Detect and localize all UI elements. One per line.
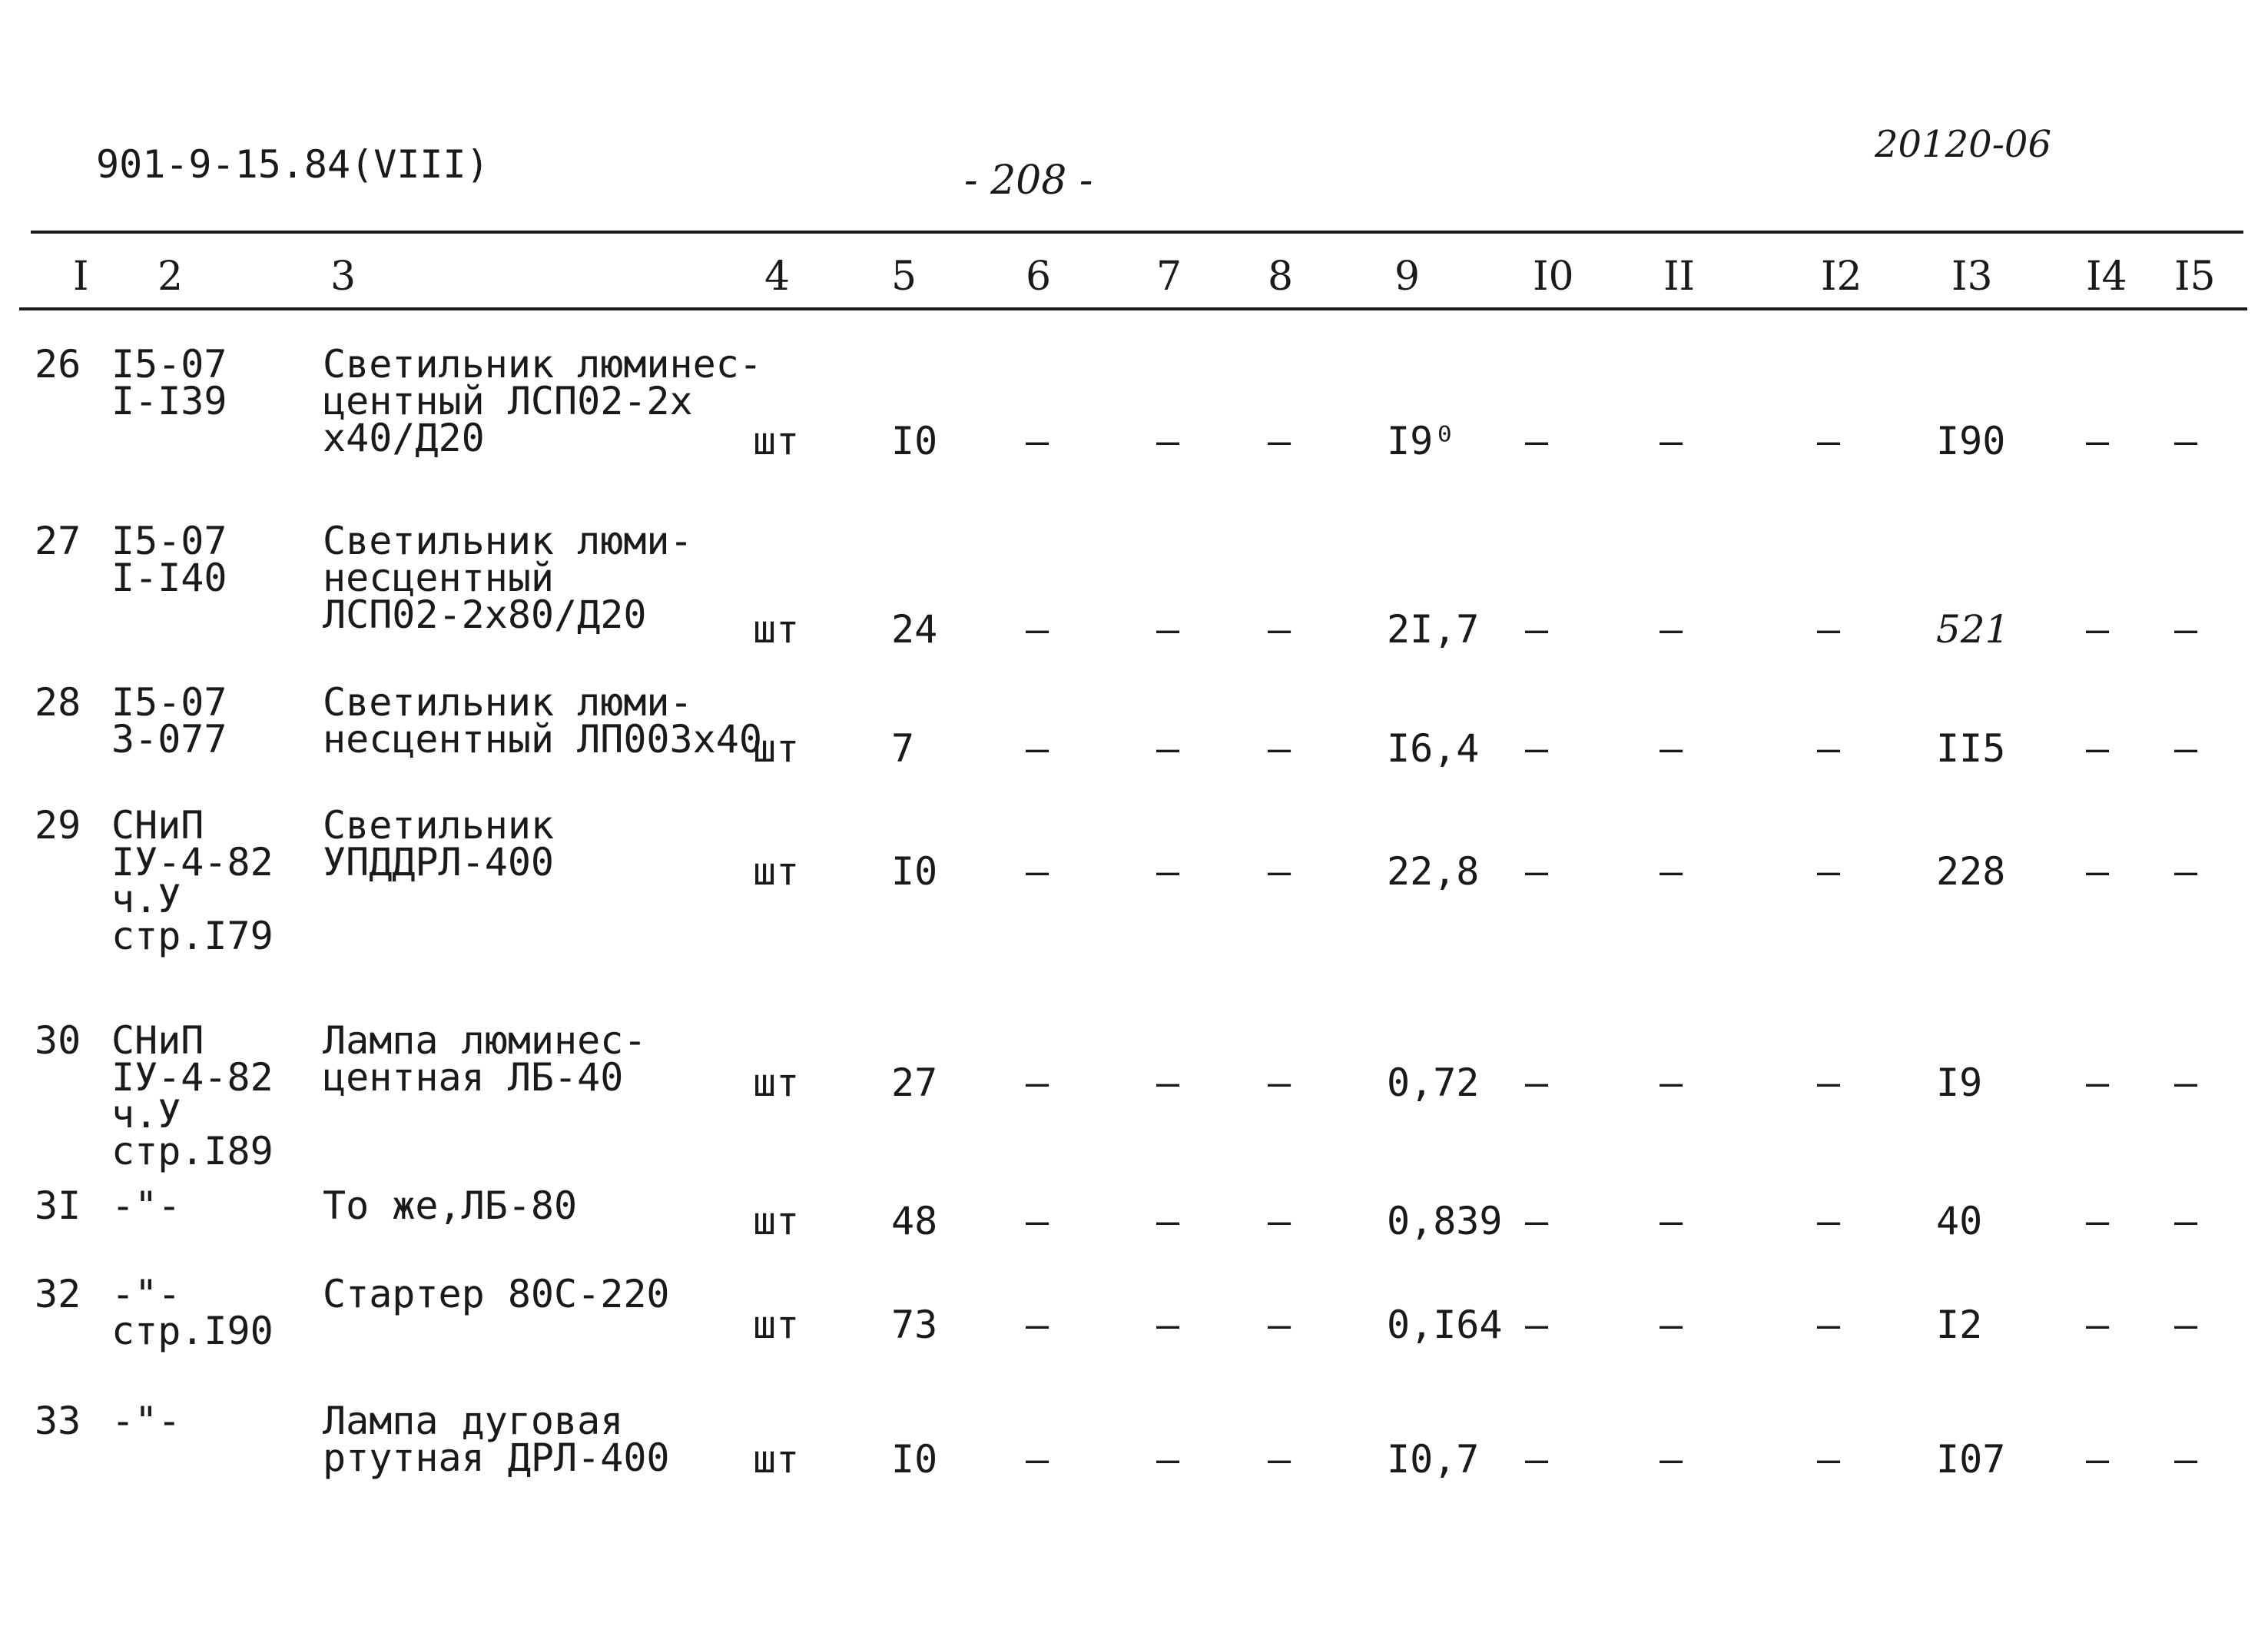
cell-c12: – — [1817, 607, 1841, 652]
cell-c11: – — [1660, 849, 1683, 894]
cell-c14: – — [2086, 1437, 2110, 1482]
cell-c13: 228 — [1936, 849, 2006, 894]
cell-c15: – — [2174, 1303, 2198, 1347]
cell-c9: 2I,7 — [1387, 607, 1480, 652]
column-header: I — [73, 254, 89, 300]
column-header: 6 — [1026, 254, 1052, 300]
cell-ref: I5-07 I-I39 — [111, 342, 227, 423]
cell-c7: – — [1156, 849, 1180, 894]
cell-c14: – — [2086, 849, 2110, 894]
cell-c13: I90 — [1936, 419, 2006, 463]
cell-c6: – — [1026, 726, 1049, 771]
cell-c7: – — [1156, 1199, 1180, 1243]
cell-c9: 0,839 — [1387, 1199, 1503, 1243]
cell-c13: 521 — [1936, 607, 2010, 652]
cell-c6: – — [1026, 1060, 1049, 1105]
table-top-rule — [31, 231, 2243, 234]
cell-qty: 48 — [891, 1199, 938, 1243]
cell-c9: 0,72 — [1387, 1060, 1480, 1105]
cell-c9: 0,I64 — [1387, 1303, 1503, 1347]
cell-c12: – — [1817, 1303, 1841, 1347]
cell-qty: 7 — [891, 726, 915, 771]
column-header: 5 — [891, 254, 917, 300]
cell-c10: – — [1525, 1060, 1549, 1105]
cell-name: Светильник люми- несцентный ЛП003х40 — [323, 680, 762, 762]
column-header: 2 — [158, 254, 184, 300]
cell-c10: – — [1525, 1303, 1549, 1347]
cell-c15: – — [2174, 607, 2198, 652]
cell-unit: шт — [753, 1060, 800, 1105]
column-header: I4 — [2086, 254, 2127, 300]
cell-c6: – — [1026, 419, 1049, 463]
cell-c13: I9 — [1936, 1060, 1983, 1105]
cell-c9: I0,7 — [1387, 1437, 1480, 1482]
cell-c10: – — [1525, 726, 1549, 771]
cell-unit: шт — [753, 419, 800, 463]
cell-c6: – — [1026, 1303, 1049, 1347]
column-header: 8 — [1268, 254, 1294, 300]
cell-c7: – — [1156, 726, 1180, 771]
cell-c7: – — [1156, 607, 1180, 652]
column-header: II — [1663, 254, 1696, 300]
cell-c6: – — [1026, 607, 1049, 652]
column-header: I2 — [1821, 254, 1862, 300]
cell-qty: I0 — [891, 849, 938, 894]
cell-num: 29 — [35, 803, 81, 848]
cell-c11: – — [1660, 1060, 1683, 1105]
cell-unit: шт — [753, 1199, 800, 1243]
cell-c12: – — [1817, 849, 1841, 894]
cell-c8: – — [1268, 1303, 1292, 1347]
page-number: - 208 - — [964, 158, 1093, 204]
document-code: 901-9-15.84(VIII) — [96, 142, 489, 187]
cell-c8: – — [1268, 419, 1292, 463]
cell-ref: -"- — [111, 1183, 181, 1228]
cell-num: 32 — [35, 1272, 81, 1316]
cell-name: Стартер 80С-220 — [323, 1272, 670, 1316]
cell-c13: I07 — [1936, 1437, 2006, 1482]
cell-c15: – — [2174, 1199, 2198, 1243]
cell-name: Светильник УПДДРЛ-400 — [323, 803, 555, 885]
cell-c6: – — [1026, 1199, 1049, 1243]
cell-name: Лампа люминес- центная ЛБ-40 — [323, 1018, 647, 1100]
cell-qty: I0 — [891, 419, 938, 463]
cell-c14: – — [2086, 1303, 2110, 1347]
cell-c6: – — [1026, 1437, 1049, 1482]
cell-c14: – — [2086, 607, 2110, 652]
cell-c8: – — [1268, 607, 1292, 652]
cell-c13: I2 — [1936, 1303, 1983, 1347]
cell-qty: 27 — [891, 1060, 938, 1105]
cell-unit: шт — [753, 1437, 800, 1482]
cell-ref: -"- — [111, 1399, 181, 1443]
cell-c12: – — [1817, 1437, 1841, 1482]
cell-c10: – — [1525, 419, 1549, 463]
cell-c13: 40 — [1936, 1199, 1983, 1243]
cell-num: 26 — [35, 342, 81, 387]
cell-unit: шт — [753, 607, 800, 652]
cell-qty: I0 — [891, 1437, 938, 1482]
cell-name: Лампа дуговая ртутная ДРЛ-400 — [323, 1399, 670, 1480]
cell-c7: – — [1156, 1303, 1180, 1347]
cell-c11: – — [1660, 1199, 1683, 1243]
cell-name: Светильник люми- несцентный ЛСП02-2х80/Д20 — [323, 519, 693, 637]
cell-c15: – — [2174, 1060, 2198, 1105]
cell-c8: – — [1268, 849, 1292, 894]
column-header: 4 — [764, 254, 791, 300]
cell-num: 33 — [35, 1399, 81, 1443]
cell-c12: – — [1817, 419, 1841, 463]
cell-c10: – — [1525, 1199, 1549, 1243]
cell-c12: – — [1817, 1199, 1841, 1243]
cell-c14: – — [2086, 419, 2110, 463]
column-header: 9 — [1394, 254, 1421, 300]
cell-c11: – — [1660, 419, 1683, 463]
cell-ref: СНиП IУ-4-82 ч.У стр.I79 — [111, 803, 274, 958]
document-number: 20120-06 — [1875, 123, 2051, 166]
cell-qty: 73 — [891, 1303, 938, 1347]
cell-ref: СНиП IУ-4-82 ч.У стр.I89 — [111, 1018, 274, 1173]
cell-name: Светильник люминес- центный ЛСП02-2х х40/Д20 — [323, 342, 762, 460]
column-header: I3 — [1951, 254, 1993, 300]
cell-c8: – — [1268, 1199, 1292, 1243]
cell-c15: – — [2174, 726, 2198, 771]
cell-unit: шт — [753, 1303, 800, 1347]
cell-c8: – — [1268, 1437, 1292, 1482]
column-header: I5 — [2174, 254, 2216, 300]
cell-ref: -"- стр.I90 — [111, 1272, 274, 1353]
column-header: I0 — [1533, 254, 1574, 300]
cell-c11: – — [1660, 1303, 1683, 1347]
cell-c14: – — [2086, 1199, 2110, 1243]
cell-qty: 24 — [891, 607, 938, 652]
cell-c9: I9⁰ — [1387, 419, 1457, 463]
cell-c15: – — [2174, 849, 2198, 894]
cell-c11: – — [1660, 1437, 1683, 1482]
cell-c8: – — [1268, 726, 1292, 771]
cell-unit: шт — [753, 726, 800, 771]
cell-num: 28 — [35, 680, 81, 725]
column-header: 7 — [1156, 254, 1182, 300]
column-header: 3 — [330, 254, 356, 300]
cell-num: 27 — [35, 519, 81, 563]
cell-c13: II5 — [1936, 726, 2006, 771]
cell-c10: – — [1525, 849, 1549, 894]
cell-c11: – — [1660, 726, 1683, 771]
cell-c7: – — [1156, 419, 1180, 463]
cell-name: То же,ЛБ-80 — [323, 1183, 578, 1228]
cell-num: 3I — [35, 1183, 81, 1228]
cell-num: 30 — [35, 1018, 81, 1063]
cell-c9: 22,8 — [1387, 849, 1480, 894]
cell-c12: – — [1817, 726, 1841, 771]
cell-c15: – — [2174, 419, 2198, 463]
cell-c7: – — [1156, 1437, 1180, 1482]
cell-unit: шт — [753, 849, 800, 894]
cell-c12: – — [1817, 1060, 1841, 1105]
cell-c15: – — [2174, 1437, 2198, 1482]
cell-c14: – — [2086, 726, 2110, 771]
cell-ref: I5-07 3-077 — [111, 680, 227, 762]
cell-c10: – — [1525, 607, 1549, 652]
cell-c8: – — [1268, 1060, 1292, 1105]
cell-ref: I5-07 I-I40 — [111, 519, 227, 600]
cell-c6: – — [1026, 849, 1049, 894]
cell-c10: – — [1525, 1437, 1549, 1482]
cell-c11: – — [1660, 607, 1683, 652]
table-header-rule — [19, 307, 2247, 310]
cell-c14: – — [2086, 1060, 2110, 1105]
cell-c7: – — [1156, 1060, 1180, 1105]
cell-c9: I6,4 — [1387, 726, 1480, 771]
